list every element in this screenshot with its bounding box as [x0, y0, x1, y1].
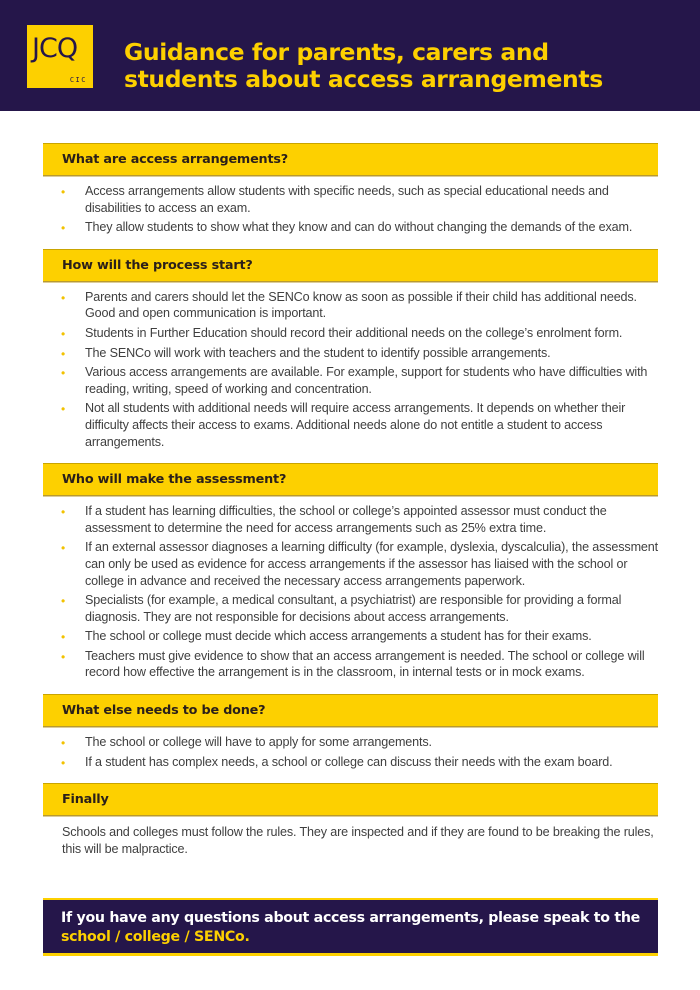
bullet-icon: •	[61, 594, 66, 609]
finally-paragraph: Schools and colleges must follow the rules. They are inspected and if they are found to be breaking the rules, this will be malpractice.	[62, 825, 654, 856]
page-title: Guidance for parents, carers and students about access arrangements	[124, 38, 603, 93]
section-heading: How will the process start?	[43, 249, 658, 281]
list-item-text: Teachers must give evidence to show that an access arrangement is needed. The school or college will record how effective the arrangement is in the classroom, in internal tests or in mock exams.	[85, 648, 645, 680]
bullet-list	[43, 726, 658, 783]
bullet-icon: •	[61, 366, 66, 381]
list-item	[43, 754, 658, 771]
list-item	[43, 734, 658, 751]
bullet-icon: •	[61, 505, 66, 520]
section-what-are-access-arrangements	[43, 143, 658, 249]
bullet-list	[43, 175, 658, 249]
bullet-icon: •	[61, 326, 66, 341]
list-item	[43, 364, 658, 397]
section-who-will-make-assessment	[43, 463, 658, 694]
section-how-will-process-start	[43, 249, 658, 463]
bullet-icon: •	[61, 541, 66, 556]
jcq-logo	[27, 25, 93, 88]
list-item	[43, 400, 658, 450]
list-item-text: Access arrangements allow students with specific needs, such as special educational needs and disabilities to access an exam.	[85, 184, 609, 215]
list-item-text: If an external assessor diagnoses a learning difficulty (for example, dyslexia, dyscalculia), the assessment can only be used as evidence for access arrangements if the assessor has liaised with the school or college in advance and received the necessary access arrangements paperwork.	[85, 540, 658, 588]
bullet-icon: •	[61, 755, 66, 770]
list-item	[43, 628, 658, 645]
logo-text: JCQ	[32, 33, 78, 64]
bullet-icon: •	[61, 346, 66, 361]
list-item	[43, 325, 658, 342]
bullet-icon: •	[61, 630, 66, 645]
bullet-icon: •	[61, 185, 66, 199]
list-item	[43, 503, 658, 536]
logo-subtext: CIC	[69, 76, 87, 84]
bullet-icon: •	[61, 736, 66, 751]
footer-banner	[43, 898, 658, 956]
section-heading: Finally	[43, 783, 658, 815]
section-heading: What else needs to be done?	[43, 694, 658, 726]
list-item-text: The school or college must decide which access arrangements a student has for their exams.	[85, 629, 592, 644]
list-item	[43, 289, 658, 322]
section-what-else-needs-done	[43, 694, 658, 783]
list-item-text: Parents and carers should let the SENCo know as soon as possible if their child has additional needs. Good and open communication is important.	[85, 289, 637, 321]
bullet-list	[43, 281, 658, 463]
list-item	[43, 648, 658, 681]
list-item	[43, 219, 658, 236]
list-item-text: Specialists (for example, a medical consultant, a psychiatrist) are responsible for providing a formal diagnosis. They are not responsible for decisions about access arrangements.	[85, 593, 622, 624]
list-item	[43, 183, 658, 216]
section-heading: Who will make the assessment?	[43, 463, 658, 495]
footer-text: If you have any questions about access arrangements, please speak to the	[61, 910, 640, 926]
section-heading: What are access arrangements?	[43, 143, 658, 175]
list-item	[43, 539, 658, 589]
list-item-text: The school or college will have to apply for some arrangements.	[85, 735, 432, 750]
list-item	[43, 592, 658, 625]
bullet-icon: •	[61, 290, 66, 305]
footer-highlight: school / college / SENCo.	[61, 929, 250, 945]
section-finally	[43, 783, 658, 867]
list-item-text: They allow students to show what they know and can do without changing the demands of the exam.	[85, 220, 633, 235]
list-item-text: If a student has complex needs, a school or college can discuss their needs with the exam board.	[85, 754, 613, 769]
list-item-text: The SENCo will work with teachers and the student to identify possible arrangements.	[85, 345, 551, 360]
bullet-icon: •	[61, 221, 66, 236]
list-item-text: Students in Further Education should record their additional needs on the college’s enrolment form.	[85, 325, 623, 340]
content	[43, 143, 658, 867]
list-item-text: Not all students with additional needs will require access arrangements. It depends on whether their difficulty affects their access to exams. Additional needs alone do not entitle a student to access arrangements.	[85, 401, 626, 449]
list-item-text: Various access arrangements are available. For example, support for students who have difficulties with reading, writing, speed of working and concentration.	[85, 365, 648, 396]
list-item-text: If a student has learning difficulties, the school or college’s appointed assessor must conduct the assessment to determine the need for access arrangements such as 25% extra time.	[85, 504, 607, 535]
list-item	[43, 345, 658, 362]
bullet-list	[43, 495, 658, 694]
bullet-icon: •	[61, 402, 66, 417]
bullet-icon: •	[61, 649, 66, 664]
header-banner	[0, 0, 700, 111]
